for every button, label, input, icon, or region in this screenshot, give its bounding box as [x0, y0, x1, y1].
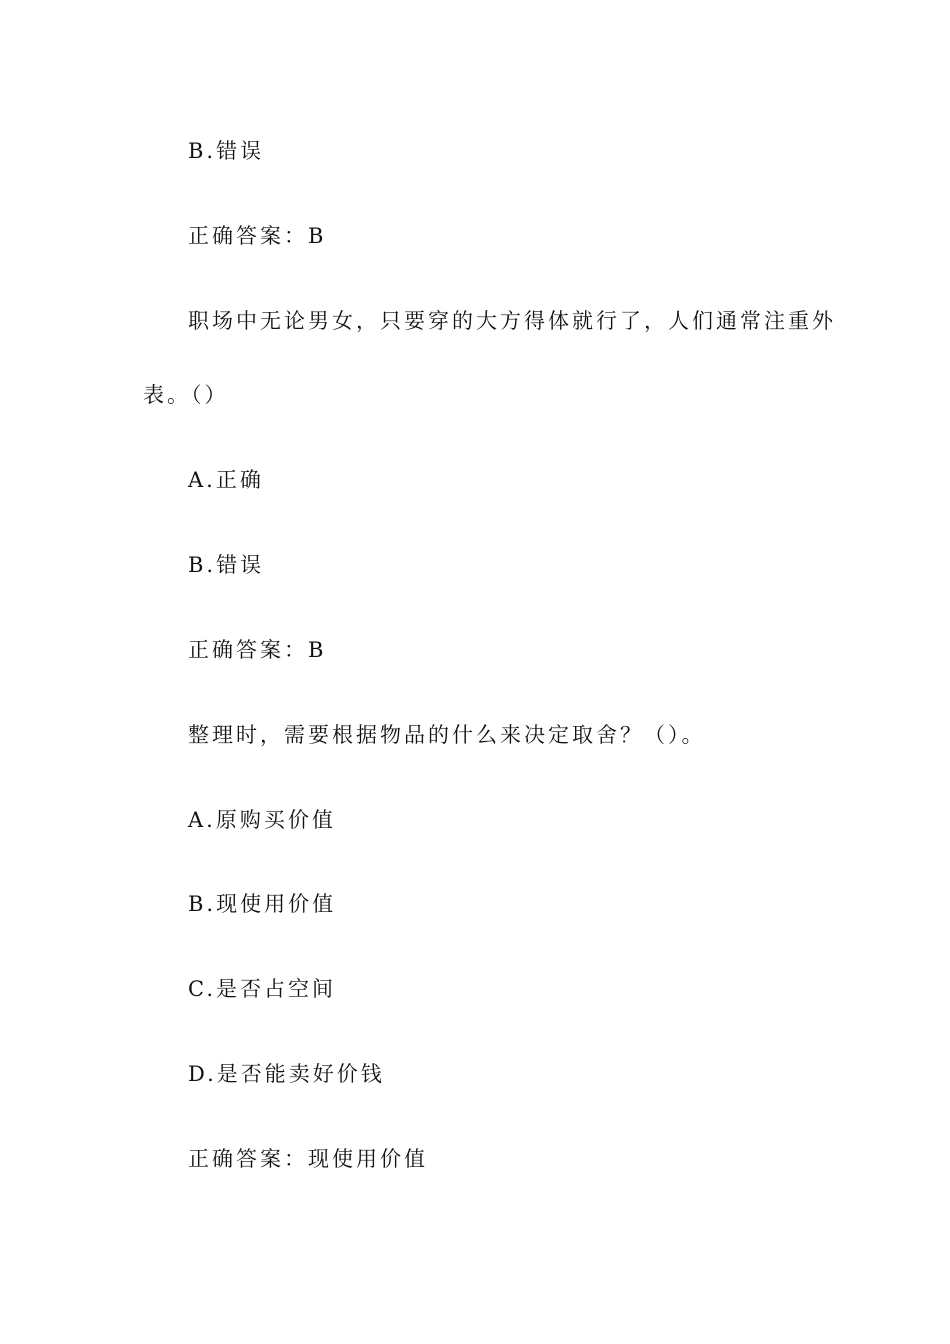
- option-c-text: C.是否占空间: [188, 977, 336, 1001]
- question-text: 整理时，需要根据物品的什么来决定取舍？（）。: [188, 723, 706, 747]
- option-a-text: A.原购买价值: [188, 808, 336, 832]
- answer-text: 正确答案：现使用价值: [188, 1147, 428, 1171]
- question-text-line-1: 职场中无论男女，只要穿的大方得体就行了，人们通常注重外: [188, 309, 836, 333]
- question-text-line-2: 表。（）: [143, 383, 229, 407]
- option-b-text: B.错误: [188, 139, 265, 163]
- option-b-text: B.现使用价值: [188, 892, 337, 916]
- answer-text: 正确答案：B: [188, 638, 327, 662]
- option-b-text: B.错误: [188, 553, 265, 577]
- answer-text: 正确答案：B: [188, 224, 327, 248]
- option-d-text: D.是否能卖好价钱: [188, 1062, 385, 1086]
- option-a-text: A.正确: [188, 468, 264, 492]
